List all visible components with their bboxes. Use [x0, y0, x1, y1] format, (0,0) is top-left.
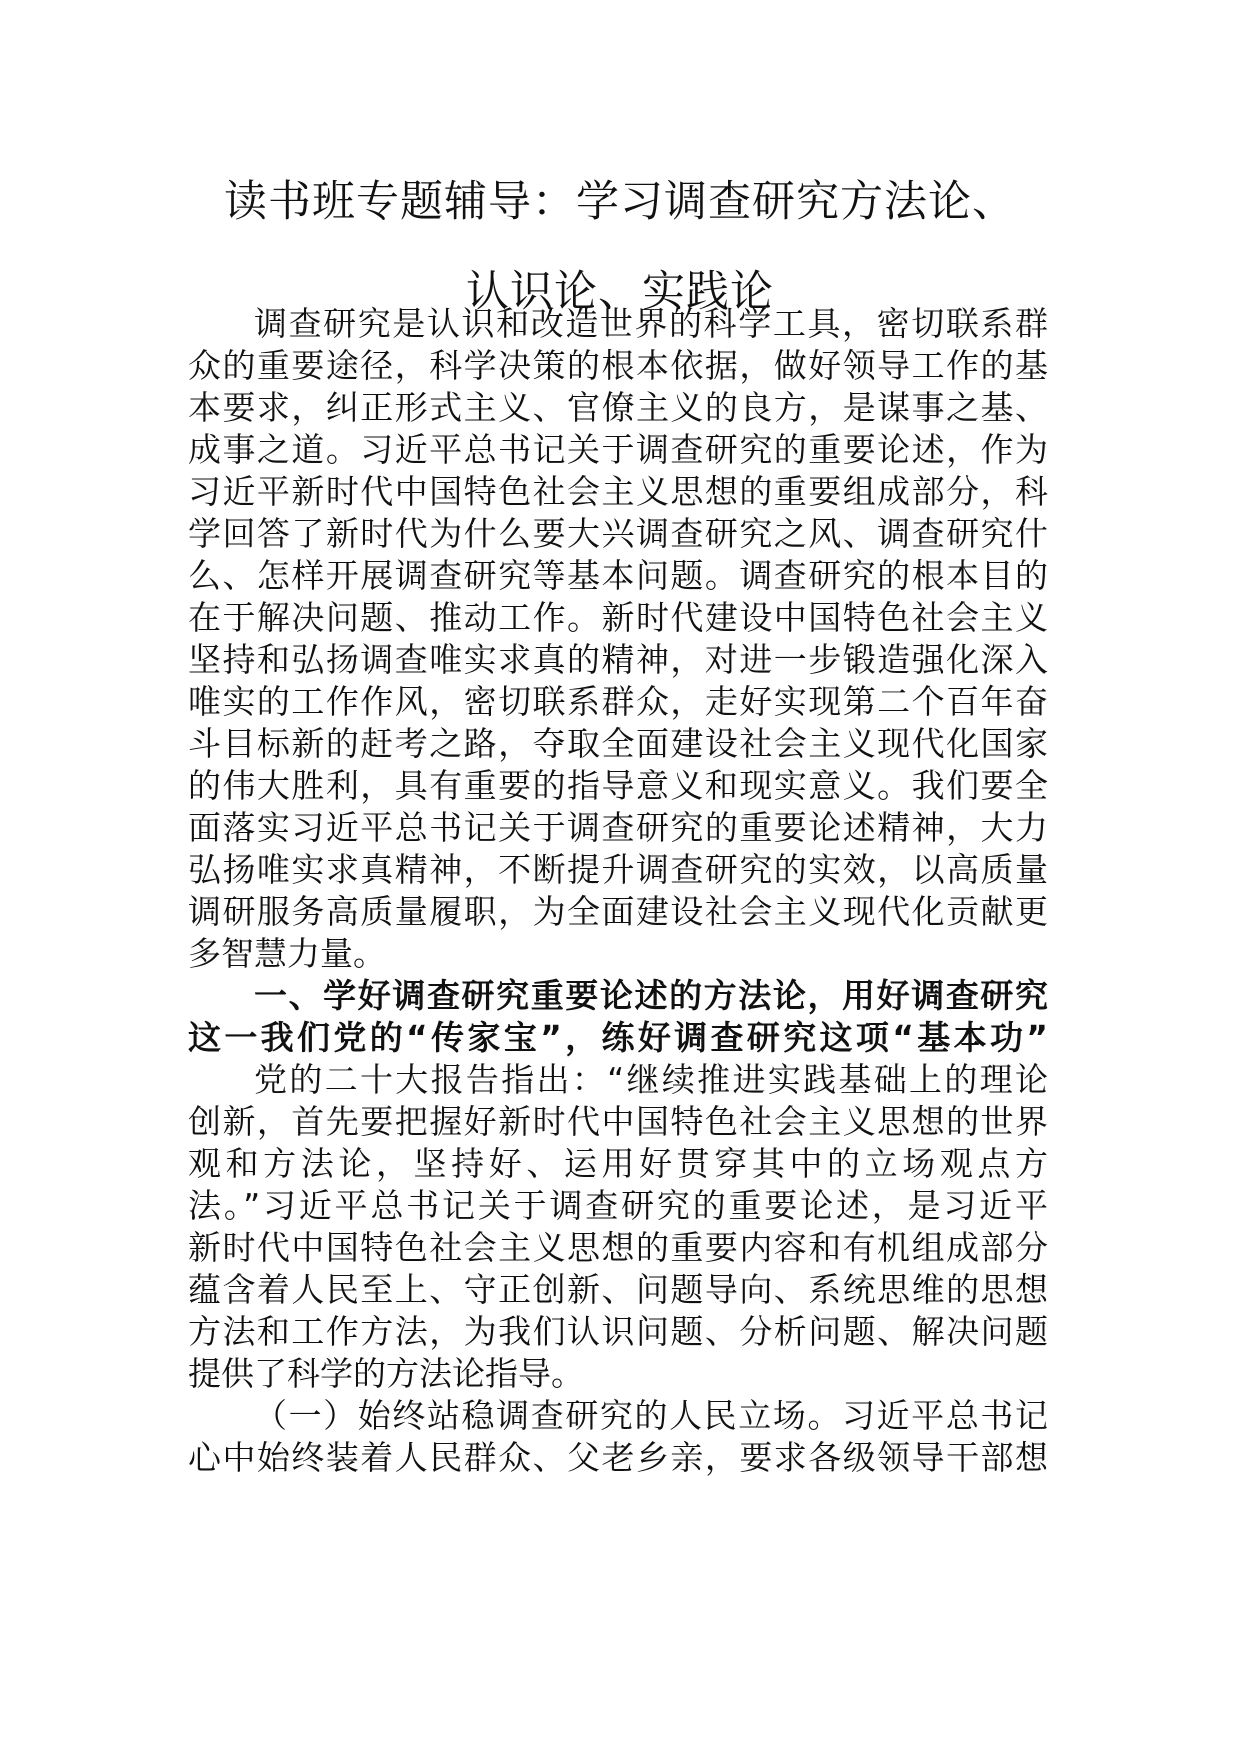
body-text-line: 方法和工作方法，为我们认识问题、分析问题、解决问题	[188, 1312, 1048, 1351]
body-text-line: 本要求，纠正形式主义、官僚主义的良方，是谋事之基、	[188, 388, 1048, 427]
body-text-line: 成事之道。习近平总书记关于调查研究的重要论述，作为	[188, 430, 1048, 469]
body-text-line: 创新，首先要把握好新时代中国特色社会主义思想的世界	[188, 1102, 1048, 1141]
section-heading-line: 一、学好调查研究重要论述的方法论，用好调查研究	[254, 976, 1048, 1015]
body-text-line: 在于解决问题、推动工作。新时代建设中国特色社会主义	[188, 598, 1048, 637]
body-text-line: 新时代中国特色社会主义思想的重要内容和有机组成部分	[188, 1228, 1048, 1267]
body-text-line: 学回答了新时代为什么要大兴调查研究之风、调查研究什	[188, 514, 1048, 553]
body-text-line: 多智慧力量。	[188, 934, 386, 973]
body-text-line: 的伟大胜利，具有重要的指导意义和现实意义。我们要全	[188, 766, 1048, 805]
body-text-line: 弘扬唯实求真精神，不断提升调查研究的实效，以高质量	[188, 850, 1048, 889]
body-text-line: 观和方法论，坚持好、运用好贯穿其中的立场观点方	[188, 1144, 1048, 1183]
body-text-line: 众的重要途径，科学决策的根本依据，做好领导工作的基	[188, 346, 1048, 385]
body-text-line: 蕴含着人民至上、守正创新、问题导向、系统思维的思想	[188, 1270, 1048, 1309]
body-text-line: 提供了科学的方法论指导。	[188, 1354, 584, 1393]
body-text-line: 习近平新时代中国特色社会主义思想的重要组成部分，科	[188, 472, 1048, 511]
document-title-line-1: 读书班专题辅导：学习调查研究方法论、	[224, 177, 1016, 227]
body-text-line: （一）始终站稳调查研究的人民立场。习近平总书记	[254, 1396, 1048, 1435]
body-text-line: 心中始终装着人民群众、父老乡亲，要求各级领导干部想	[188, 1438, 1048, 1477]
body-text-line: 法。”习近平总书记关于调查研究的重要论述，是习近平	[188, 1186, 1048, 1225]
body-text-line: 党的二十大报告指出：“继续推进实践基础上的理论	[254, 1060, 1048, 1099]
body-text-line: 调查研究是认识和改造世界的科学工具，密切联系群	[254, 304, 1048, 343]
document-title-line-2: 认识论、实践论	[466, 267, 774, 317]
body-text-line: 面落实习近平总书记关于调查研究的重要论述精神，大力	[188, 808, 1048, 847]
body-text-line: 唯实的工作作风，密切联系群众，走好实现第二个百年奋	[188, 682, 1048, 721]
body-text-line: 坚持和弘扬调查唯实求真的精神，对进一步锻造强化深入	[188, 640, 1048, 679]
section-heading-line: 这一我们党的“传家宝”，练好调查研究这项“基本功”	[188, 1018, 1048, 1057]
body-text-line: 么、怎样开展调查研究等基本问题。调查研究的根本目的	[188, 556, 1048, 595]
body-text-line: 调研服务高质量履职，为全面建设社会主义现代化贡献更	[188, 892, 1048, 931]
body-text-line: 斗目标新的赶考之路，夺取全面建设社会主义现代化国家	[188, 724, 1048, 763]
